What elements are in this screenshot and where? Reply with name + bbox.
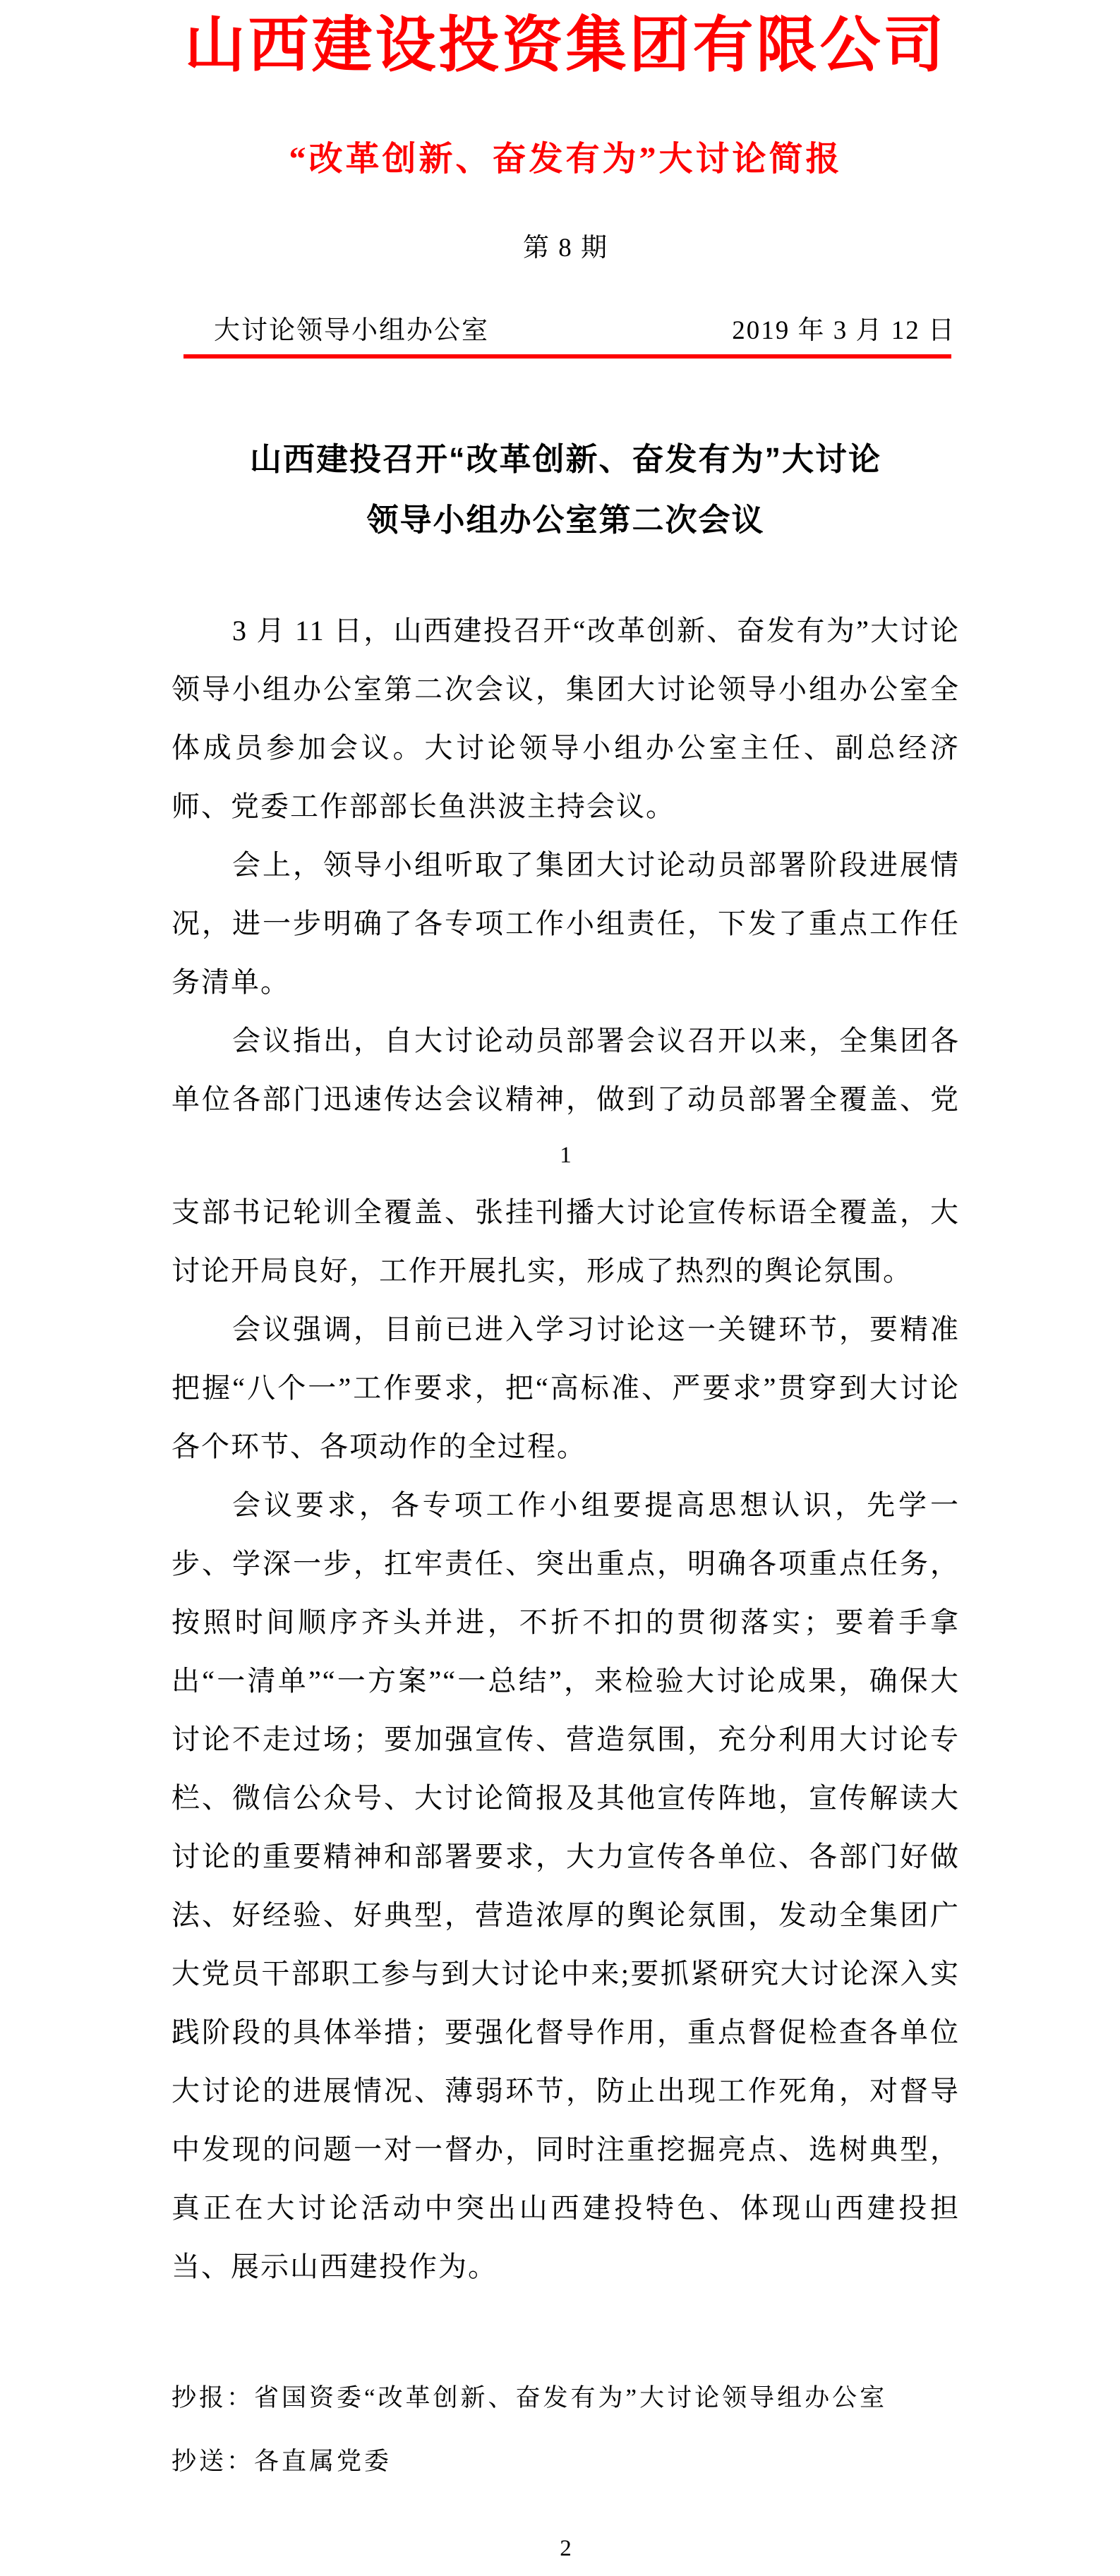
issue-info-row xyxy=(171,316,960,346)
body-paragraph-5: 会议要求，各专项工作小组要提高思想认识，先学一步、学深一步，扛牢责任、突出重点，明确各项重点任务，按照时间顺序齐头并进，不折不扣的贯彻落实；要着手拿出“一清单”“一方案”“一总结”，来检验大讨论成果，确保大讨论不走过场；要加强宣传、营造氛围，充分利用大讨论专栏、微信公众号、大讨论简报及其他宣传阵地，宣传解读大讨论的重要精神和部署要求，大力宣传各单位、各部门好做法、好经验、好典型，营造浓厚的舆论氛围，发动全集团广大党员干部职工参与到大讨论中来;要抓紧研究大讨论深入实践阶段的具体举措；要强化督导作用，重点督促检查各单位大讨论的进展情况、薄弱环节，防止出现工作死角，对督导中发现的问题一对一督办，同时注重挖掘亮点、选树典型，真正在大讨论活动中突出山西建投特色、体现山西建投担当、展示山西建投作为。 xyxy=(171,1489,960,2282)
body-paragraph-3-page1-part: 会议指出，自大讨论动员部署会议召开以来，全集团各单位各部门迅速传达会议精神，做到了动员部署全覆盖、党 xyxy=(171,1025,960,1115)
issue-number: 第 8 期 xyxy=(523,234,608,263)
bulletin-document xyxy=(0,11,1120,2561)
body-paragraph-1: 3 月 11 日，山西建投召开“改革创新、奋发有为”大讨论领导小组办公室第二次会议，集团大讨论领导小组办公室全体成员参加会议。大讨论领导小组办公室主任、副总经济师、党委工作部部长鱼洪波主持会议。 xyxy=(171,615,960,822)
body-paragraph-4: 会议强调，目前已进入学习讨论这一关键环节，要精准把握“八个一”工作要求，把“高标准、严要求”贯穿到大讨论各个环节、各项动作的全过程。 xyxy=(171,1313,960,1462)
article xyxy=(171,429,960,2296)
page-2-number: 2 xyxy=(560,2536,572,2561)
issue-date: 2019 年 3 月 12 日 xyxy=(732,316,956,345)
article-heading-line1: 山西建投召开“改革创新、奋发有为”大讨论 xyxy=(249,441,881,477)
article-body xyxy=(171,601,960,2296)
page-1-number: 1 xyxy=(560,1143,572,1168)
masthead xyxy=(171,11,960,359)
body-paragraph-3-page2-part: 支部书记轮训全覆盖、张挂刊播大讨论宣传标语全覆盖，大讨论开局良好，工作开展扎实，形成了热烈的舆论氛围。 xyxy=(171,1196,960,1287)
bulletin-title: “改革创新、奋发有为”大讨论简报 xyxy=(289,140,843,178)
article-heading xyxy=(171,429,960,550)
organization-title: 山西建设投资集团有限公司 xyxy=(184,11,947,79)
masthead-divider-rule xyxy=(183,354,951,359)
body-paragraph-2: 会上，领导小组听取了集团大讨论动员部署阶段进展情况，进一步明确了各专项工作小组责任，下发了重点工作任务清单。 xyxy=(171,849,960,998)
document-footer xyxy=(171,2366,960,2576)
issuing-office: 大讨论领导小组办公室 xyxy=(214,316,489,345)
document-content xyxy=(0,11,1120,2576)
copy-send-line: 抄送：各直属党委 xyxy=(171,2448,392,2475)
article-heading-line2: 领导小组办公室第二次会议 xyxy=(366,502,765,538)
copy-report-line: 抄报：省国资委“改革创新、奋发有为”大讨论领导组办公室 xyxy=(171,2384,888,2412)
